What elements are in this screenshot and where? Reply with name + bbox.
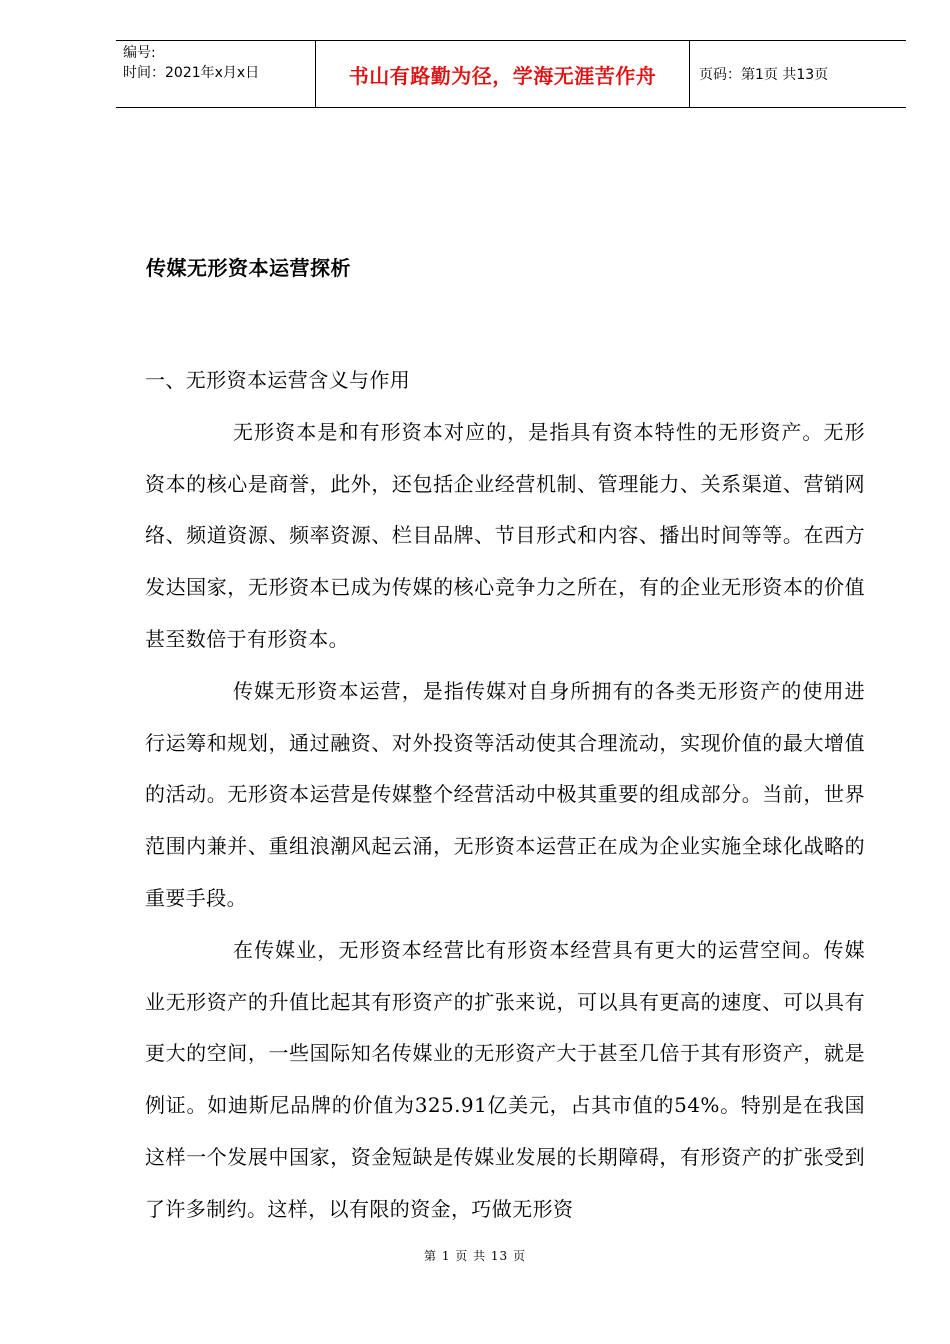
document-title: 传媒无形资本运营探析 xyxy=(146,256,351,280)
paragraph: 在传媒业，无形资本经营比有形资本经营具有更大的运营空间。传媒业无形资产的升值比起其有形资产的扩张来说，可以具有更高的速度、可以具有更大的空间，一些国际知名传媒业的无形资产大于甚至几倍于其有形资产，就是例证。如迪斯尼品牌的价值为325.91亿美元，占其市值的54%。特别是在我国这样一个发展中国家，资金短缺是传媒业发展的长期障碍，有形资产的扩张受到了许多制约。这样，以有限的资金，巧做无形资 xyxy=(145,937,865,1221)
document-body xyxy=(145,355,865,1236)
paragraph: 传媒无形资本运营，是指传媒对自身所拥有的各类无形资产的使用进行运筹和规划，通过融资、对外投资等活动使其合理流动，实现价值的最大增值的活动。无形资本运营是传媒整个经营活动中极其重要的组成部分。当前，世界范围内兼并、重组浪潮风起云涌，无形资本运营正在成为企业实施全球化战略的重要手段。 xyxy=(145,678,865,910)
page-footer: 第 1 页 共 13 页 xyxy=(424,1249,526,1263)
header-meta xyxy=(116,41,316,107)
document-number-label: 编号: xyxy=(123,45,156,61)
header-motto: 书山有路勤为径，学海无涯苦作舟 xyxy=(316,41,690,107)
section-heading: 一、无形资本运营含义与作用 xyxy=(145,368,411,392)
header-page-info: 页码：第1页 共13页 xyxy=(699,67,829,83)
paragraph: 无形资本是和有形资本对应的，是指具有资本特性的无形资产。无形资本的核心是商誉，此外，还包括企业经营机制、管理能力、关系渠道、营销网络、频道资源、频率资源、栏目品牌、节目形式和内容、播出时间等等。在西方发达国家，无形资本已成为传媒的核心竞争力之所在，有的企业无形资本的价值甚至数倍于有形资本。 xyxy=(145,419,865,651)
header-table xyxy=(116,40,906,108)
document-time-label: 时间：2021年x月x日 xyxy=(123,65,260,81)
